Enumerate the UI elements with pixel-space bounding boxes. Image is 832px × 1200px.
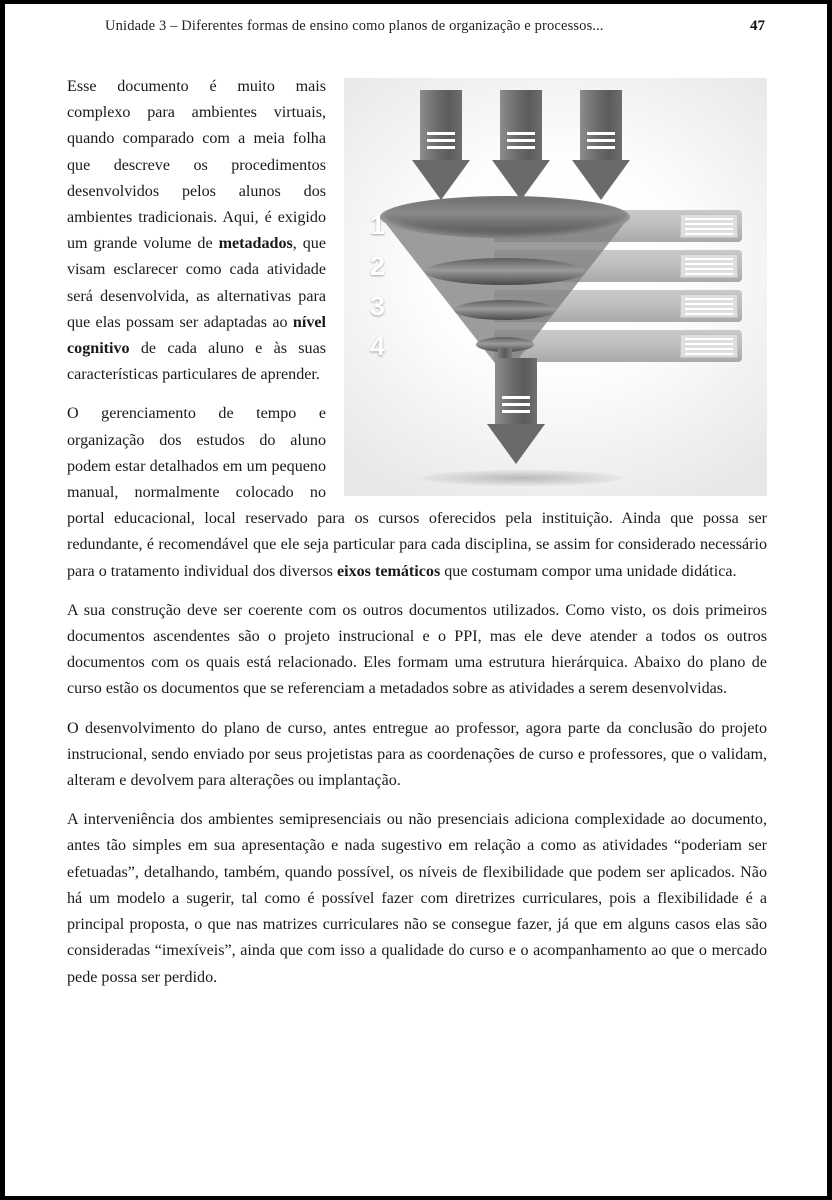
paragraph-1-text-a: Esse documento é muito mais complexo para ambientes virtuais, quando comparado com a meia folha que descreve os procedimentos desenvolvidos pelos alunos dos ambientes tradicionais. Aqui, é exigido um grande volume de <box>67 78 326 253</box>
body-text <box>67 74 767 991</box>
funnel-ring <box>454 300 556 320</box>
document-lines-icon <box>680 334 738 358</box>
page-number: 47 <box>750 18 765 34</box>
paragraph-1-text-e: de cada aluno e às suas características particulares de aprender. <box>67 340 326 384</box>
funnel-stage-number: 2 <box>370 251 386 281</box>
page-header <box>105 18 765 35</box>
paragraph-2-text-c: que costumam compor uma unidade didática. <box>440 562 737 580</box>
figure-shadow <box>422 470 622 486</box>
term-metadados: metadados <box>218 235 293 253</box>
running-title: Unidade 3 – Diferentes formas de ensino como planos de organização e processos... <box>105 18 604 34</box>
input-arrow-icon <box>572 90 630 202</box>
paragraph-3: A sua construção deve ser coerente com os outros documentos utilizados. Como visto, os dois primeiros documentos ascendentes são o projeto instrucional e o PPI, mas ele deve atender a todos os outros documentos com os quais está relacionado. Eles formam uma estrutura hierárquica. Abaixo do plano de curso estão os documentos que se referenciam a metadados sobre as atividades a serem desenvolvidas. <box>67 601 767 698</box>
term-nivel-cognitivo: nível cognitivo <box>67 313 326 358</box>
document-lines-icon <box>680 254 738 278</box>
funnel-stage-number: 1 <box>370 210 386 240</box>
paragraph-2-text-a: O gerenciamento de tempo e organização dos estudos do aluno podem estar detalhados em um pequeno manual, normalmente colocado no portal educacional, local reservado para os cursos oferecidos pela instituição. Ainda que possa ser redundante, é recomendável que ele seja particular para cada disciplina, se assim for considerado necessário para o tratamento individual dos diversos <box>67 405 767 580</box>
input-arrow-icon <box>412 90 470 202</box>
funnel-stage-number: 3 <box>370 291 386 321</box>
input-arrow-icon <box>492 90 550 202</box>
funnel-figure <box>344 78 767 496</box>
paragraph-5: A interveniência dos ambientes semipresenciais ou não presenciais adiciona complexidade ao documento, antes tão simples em sua apresentação e nada sugestivo em relação a como as atividades “poderiam ser efetuadas”, detalhando, também, quando possível, os níveis de flexibilidade que podem ser aplicados. Não há um modelo a sugerir, tal como é possível fazer com diretrizes curriculares, pois a flexibilidade é a principal proposta, o que nas matrizes curriculares não se consegue fazer, já que em alguns casos elas são consideradas “imexíveis”, ainda que com isso a qualidade do curso e o acompanhamento ao que o mercado pede possa ser perdido. <box>67 811 767 986</box>
output-arrow-icon <box>487 358 545 468</box>
funnel-ring <box>425 258 585 285</box>
document-lines-icon <box>680 214 738 238</box>
page-border-left <box>0 0 5 1200</box>
term-eixos-tematicos: eixos temáticos <box>336 562 441 580</box>
page-content <box>67 0 767 1200</box>
paragraph-4: O desenvolvimento do plano de curso, antes entregue ao professor, agora parte da conclusão do projeto instrucional, sendo enviado por seus projetistas para as coordenações de curso e professores, que o validam, alteram e devolvem para alterações ou implantação. <box>67 719 767 790</box>
funnel-stage-number: 4 <box>370 331 386 361</box>
paragraph-1-text-c: , que visam esclarecer como cada atividade será desenvolvida, as alternativas para que elas possam ser adaptadas ao <box>67 235 326 331</box>
page-border-right <box>827 0 832 1200</box>
figure-canvas <box>344 78 767 496</box>
funnel-rim <box>380 196 630 238</box>
document-lines-icon <box>680 294 738 318</box>
